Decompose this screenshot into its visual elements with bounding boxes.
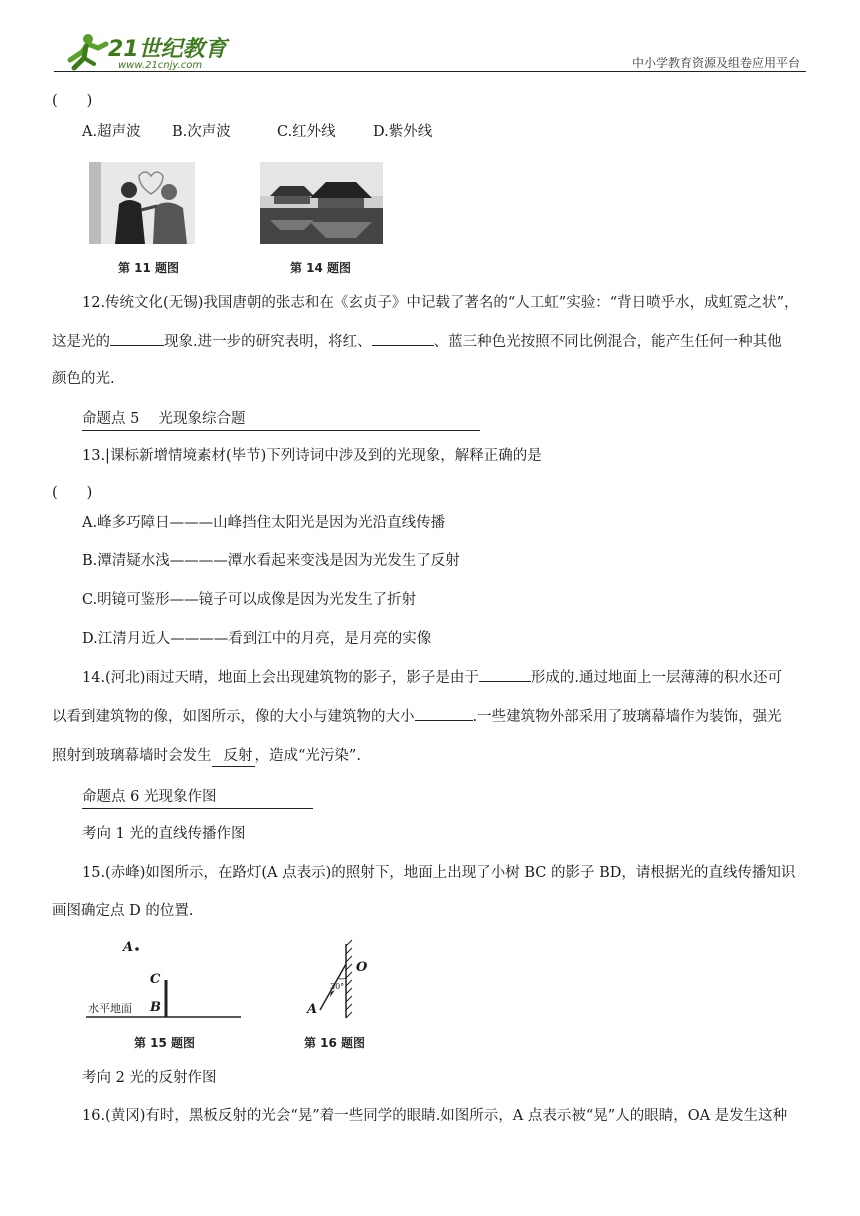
q12-line-2 bbox=[52, 331, 782, 352]
fig16-point-a: A bbox=[307, 1002, 318, 1017]
logo-url-text: www.21cnjy.com bbox=[118, 60, 203, 71]
fig15-point-b: B bbox=[150, 1000, 161, 1015]
q14-line-3 bbox=[52, 746, 361, 767]
section-6-title: 命题点 6 光现象作图 bbox=[82, 787, 313, 809]
q11-option-a: A.超声波 bbox=[82, 124, 141, 140]
q14-text-f: ，造成“光污染”. bbox=[254, 748, 361, 764]
fig14-caption: 第 14 题图 bbox=[290, 261, 352, 275]
header-rule bbox=[54, 71, 806, 72]
q12-text-b: 现象.进一步的研究表明，将红、 bbox=[164, 334, 372, 350]
fig16-point-o: O bbox=[356, 960, 368, 975]
q14-answer-filled: 反射 bbox=[212, 746, 255, 767]
kaoxiang-2: 考向 2 光的反射作图 bbox=[82, 1070, 217, 1086]
q13-option-a: A.峰多巧障日———山峰挡住太阳光是因为光沿直线传播 bbox=[82, 515, 446, 531]
q14-text-b: 形成的.通过地面上一层薄薄的积水还可 bbox=[530, 670, 782, 686]
section-5-title: 命题点 5 光现象综合题 bbox=[82, 409, 480, 431]
q12-blank-2[interactable] bbox=[372, 331, 434, 346]
q12-text-a: 这是光的 bbox=[52, 334, 110, 350]
q11-option-b: B.次声波 bbox=[172, 124, 231, 140]
kaoxiang-1: 考向 1 光的直线传播作图 bbox=[82, 826, 246, 842]
q14-text-d: .一些建筑物外部采用了玻璃幕墙作为装饰，强光 bbox=[472, 709, 782, 725]
q12-line-3: 颜色的光. bbox=[52, 371, 115, 387]
fig14-photo bbox=[260, 162, 383, 244]
logo-brand-text: 21世纪教育 bbox=[108, 37, 227, 62]
q14-text-c: 以看到建筑物的像，如图所示，像的大小与建筑物的大小 bbox=[52, 709, 415, 725]
fig16-angle-label: 30° bbox=[330, 982, 345, 991]
q14-text-a: 14.(河北)雨过天晴，地面上会出现建筑物的影子，影子是由于 bbox=[82, 670, 479, 686]
fig11-caption: 第 11 题图 bbox=[118, 261, 180, 275]
fig15-ground-label: 水平地面 bbox=[88, 1002, 132, 1015]
q13-answer-paren: ( ) bbox=[52, 485, 93, 501]
fig16-caption: 第 16 题图 bbox=[304, 1036, 366, 1050]
fig15-diagram bbox=[80, 936, 250, 1048]
fig11-photo bbox=[89, 162, 195, 244]
q14-line-2 bbox=[52, 706, 782, 727]
q14-blank-1[interactable] bbox=[479, 667, 531, 682]
fig15-drawing bbox=[80, 936, 250, 1048]
fig15-point-c: C bbox=[150, 972, 161, 987]
q14-blank-2[interactable] bbox=[415, 706, 473, 721]
q11-answer-paren: ( ) bbox=[52, 93, 93, 109]
q13-option-d: D.江清月近人————看到江中的月亮，是月亮的实像 bbox=[82, 631, 432, 647]
platform-name: 中小学教育资源及组卷应用平台 bbox=[631, 56, 800, 70]
fig16-diagram bbox=[298, 936, 378, 1048]
q12-blank-1[interactable] bbox=[110, 331, 164, 346]
q13-option-c: C.明镜可鉴形——镜子可以成像是因为光发生了折射 bbox=[82, 592, 417, 608]
q13-option-b: B.潭清疑水浅————潭水看起来变浅是因为光发生了反射 bbox=[82, 553, 460, 569]
q15-line-1: 15.(赤峰)如图所示，在路灯(A 点表示)的照射下，地面上出现了小树 BC 的影子 BD，请根据光的直线传播知识 bbox=[82, 865, 796, 881]
fig16-drawing bbox=[298, 936, 378, 1048]
q16-line-1: 16.(黄冈)有时，黑板反射的光会“晃”着一些同学的眼睛.如图所示，A 点表示被“晃”人的眼睛，OA 是发生这种 bbox=[82, 1108, 788, 1124]
q14-text-e: 照射到玻璃幕墙时会发生 bbox=[52, 748, 212, 764]
fig15-caption: 第 15 题图 bbox=[134, 1036, 196, 1050]
fig15-point-a: A bbox=[123, 940, 134, 955]
site-logo bbox=[58, 30, 228, 74]
q11-option-c: C.红外线 bbox=[277, 124, 336, 140]
q11-option-d: D.紫外线 bbox=[373, 124, 433, 140]
q12-text-c: 、蓝三种色光按照不同比例混合，能产生任何一种其他 bbox=[433, 334, 782, 350]
q12-line-1: 12.传统文化(无锡)我国唐朝的张志和在《玄贞子》中记载了著名的“人工虹”实验：“背日喷乎水，成虹霓之状”， bbox=[82, 295, 799, 311]
q14-line-1 bbox=[82, 667, 782, 688]
q13-stem: 13.|课标新增情境素材(毕节)下列诗词中涉及到的光现象，解释正确的是 bbox=[82, 448, 542, 464]
q15-line-2: 画图确定点 D 的位置. bbox=[52, 903, 194, 919]
